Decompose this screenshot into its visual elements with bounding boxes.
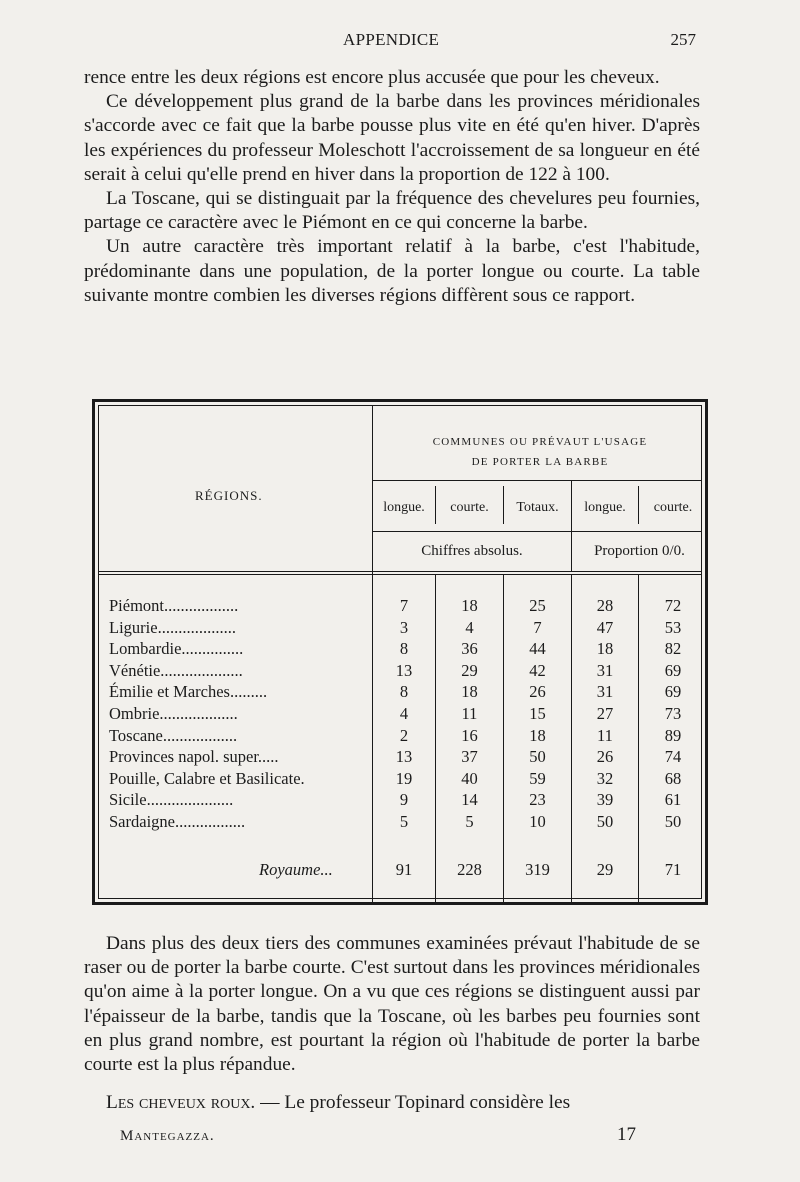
table-cell: 42 — [529, 660, 546, 680]
page-number: 257 — [670, 30, 696, 49]
table-row-region: Toscane.................. — [109, 725, 238, 745]
paragraph: Dans plus des deux tiers des communes examinées prévaut l'habitude de se raser ou de porter la barbe courte. C'est surtout dans les provinces méridionales qu'on aime à la porter longue. On a vu que ces régions se distinguent aussi par l'épaisseur de la barbe, tandis que la Toscane, où les barbes peu fournies sont en plus grand nombre, est pourtant la région où l'habitude de porter la barbe courte est la plus répandue. — [84, 933, 700, 1076]
total-value: 228 — [457, 860, 482, 879]
table-cell: 39 — [596, 790, 614, 810]
table-cell: 23 — [529, 790, 546, 810]
header-rule-double — [99, 574, 701, 575]
table-cell: 13 — [395, 747, 413, 767]
table-cell: 59 — [529, 768, 546, 788]
table-cell: 26 — [596, 747, 614, 767]
table-row-region: Pouille, Calabre et Basilicate. — [109, 768, 305, 788]
table-cell: 37 — [461, 747, 478, 767]
table-cell: 27 — [596, 704, 614, 723]
total-value: 319 — [525, 860, 550, 879]
subheader-rule — [372, 531, 701, 532]
table-cell: 31 — [596, 660, 614, 680]
column-header-longue: longue. — [383, 500, 425, 515]
table-cell: 7 — [533, 617, 542, 637]
table-cell: 18 — [461, 682, 478, 702]
table-cell: 5 — [465, 812, 474, 831]
table-cell: 26 — [529, 682, 546, 702]
column-header-longue-pct: longue. — [584, 500, 626, 515]
group-header-line2: DE PORTER LA BARBE — [471, 456, 609, 468]
table-cell: 61 — [664, 790, 682, 810]
table-row-region: Piémont.................. — [109, 596, 239, 615]
table-cell: 16 — [461, 725, 478, 745]
table-cell: 18 — [461, 596, 478, 615]
table-cell: 50 — [529, 747, 546, 767]
group-header-rule — [372, 480, 701, 481]
subheader-absolute: Chiffres absolus. — [421, 543, 523, 559]
table-row-region: Lombardie............... — [109, 639, 244, 659]
table-cell: 44 — [529, 639, 546, 659]
table-cell: 2 — [399, 725, 409, 745]
table-cell: 9 — [399, 790, 409, 810]
table-cell: 50 — [596, 812, 614, 831]
body-text-bottom — [84, 932, 700, 1115]
table-cell: 18 — [529, 725, 546, 745]
total-value: 29 — [596, 860, 614, 879]
table-cell: 69 — [664, 682, 682, 702]
table-cell: 4 — [399, 704, 409, 723]
table-cell: 4 — [465, 617, 474, 637]
table-cell: 82 — [664, 639, 682, 659]
column-header-courte: courte. — [450, 500, 489, 515]
table-cell: 72 — [664, 596, 682, 615]
header-rule — [99, 571, 701, 572]
column-header-courte-pct: courte. — [653, 500, 693, 515]
table-cell: 36 — [461, 639, 478, 659]
running-title: APPENDICE — [343, 30, 440, 49]
total-label: Royaume... — [259, 860, 333, 879]
table-cell: 11 — [597, 725, 613, 745]
total-value: 71 — [664, 860, 682, 879]
table-row-region: Vénétie.................... — [109, 660, 243, 680]
group-header-line1: COMMUNES OU PRÉVAUT L'USAGE — [432, 436, 648, 448]
table-row-region: Ligurie................... — [109, 617, 236, 637]
total-value: 91 — [395, 860, 413, 879]
paragraph: rence entre les deux régions est encore plus accusée que pour les cheveux. — [84, 67, 660, 88]
table-cell: 3 — [399, 617, 409, 637]
paragraph: La Toscane, qui se distinguait par la fréquence des chevelures peu fournies, partage ce caractère avec le Piémont en ce qui concerne la barbe. — [84, 188, 700, 234]
regions-header: RÉGIONS. — [195, 488, 263, 503]
table-row-region: Sardaigne................. — [109, 812, 246, 831]
paragraph: Un autre caractère très important relatif à la barbe, c'est l'habitude, prédominante dans une population, de la porter longue ou courte. La table suivante montre combien les diverses régions diffèrent sous ce rapport. — [84, 236, 700, 306]
table-cell: 40 — [461, 768, 478, 788]
table-cell: 47 — [596, 617, 614, 637]
table-cell: 29 — [461, 660, 478, 680]
section-start — [84, 1091, 700, 1115]
paragraph: Ce développement plus grand de la barbe dans les provinces méridionales s'accorde avec ce fait que la barbe pousse plus vite en été qu'en hiver. D'après les expériences du professeur Moleschott l'accroissement de sa longueur en été serait à celui qu'elle prend en hiver dans la proportion de 122 à 100. — [84, 91, 700, 185]
subheader-proportion: Proportion 0/0. — [594, 543, 685, 559]
table-cell: 53 — [664, 617, 682, 637]
table-cell: 74 — [664, 747, 682, 767]
table-cell: 69 — [664, 660, 682, 680]
table-cell: 73 — [664, 704, 682, 723]
table-cell: 7 — [399, 596, 409, 615]
table-row-region: Ombrie................... — [109, 704, 238, 723]
table-cell: 18 — [596, 639, 614, 659]
table-cell: 68 — [664, 768, 682, 788]
table-inner-frame — [98, 405, 702, 899]
table-cell: 5 — [399, 812, 409, 831]
table-row-region: Émilie et Marches......... — [109, 682, 268, 702]
table-cell: 14 — [461, 790, 478, 810]
body-text-top — [84, 66, 700, 308]
table-cell: 32 — [596, 768, 614, 788]
table-cell: 19 — [395, 768, 413, 788]
section-heading: Les cheveux roux. — [106, 1092, 256, 1114]
table-cell: 89 — [664, 725, 682, 745]
sheet-number: 17 — [617, 1124, 636, 1145]
table-cell: 13 — [395, 660, 413, 680]
table-row-region: Sicile..................... — [109, 790, 234, 810]
table-cell: 10 — [529, 812, 546, 831]
running-head — [0, 30, 800, 54]
table-cell: 11 — [461, 704, 478, 723]
column-header-totaux: Totaux. — [516, 500, 559, 515]
signature-mark: Mantegazza. — [120, 1128, 215, 1144]
table-cell: 25 — [529, 596, 546, 615]
table-cell: 28 — [596, 596, 614, 615]
table-cell: 8 — [399, 639, 409, 659]
section-text: — Le professeur Topinard considère les — [255, 1092, 571, 1114]
table-row-region: Provinces napol. super..... — [109, 747, 279, 767]
table-cell: 15 — [529, 704, 546, 723]
beard-table — [92, 399, 708, 905]
table-cell: 31 — [596, 682, 614, 702]
table-cell: 50 — [664, 812, 682, 831]
table-cell: 8 — [399, 682, 409, 702]
